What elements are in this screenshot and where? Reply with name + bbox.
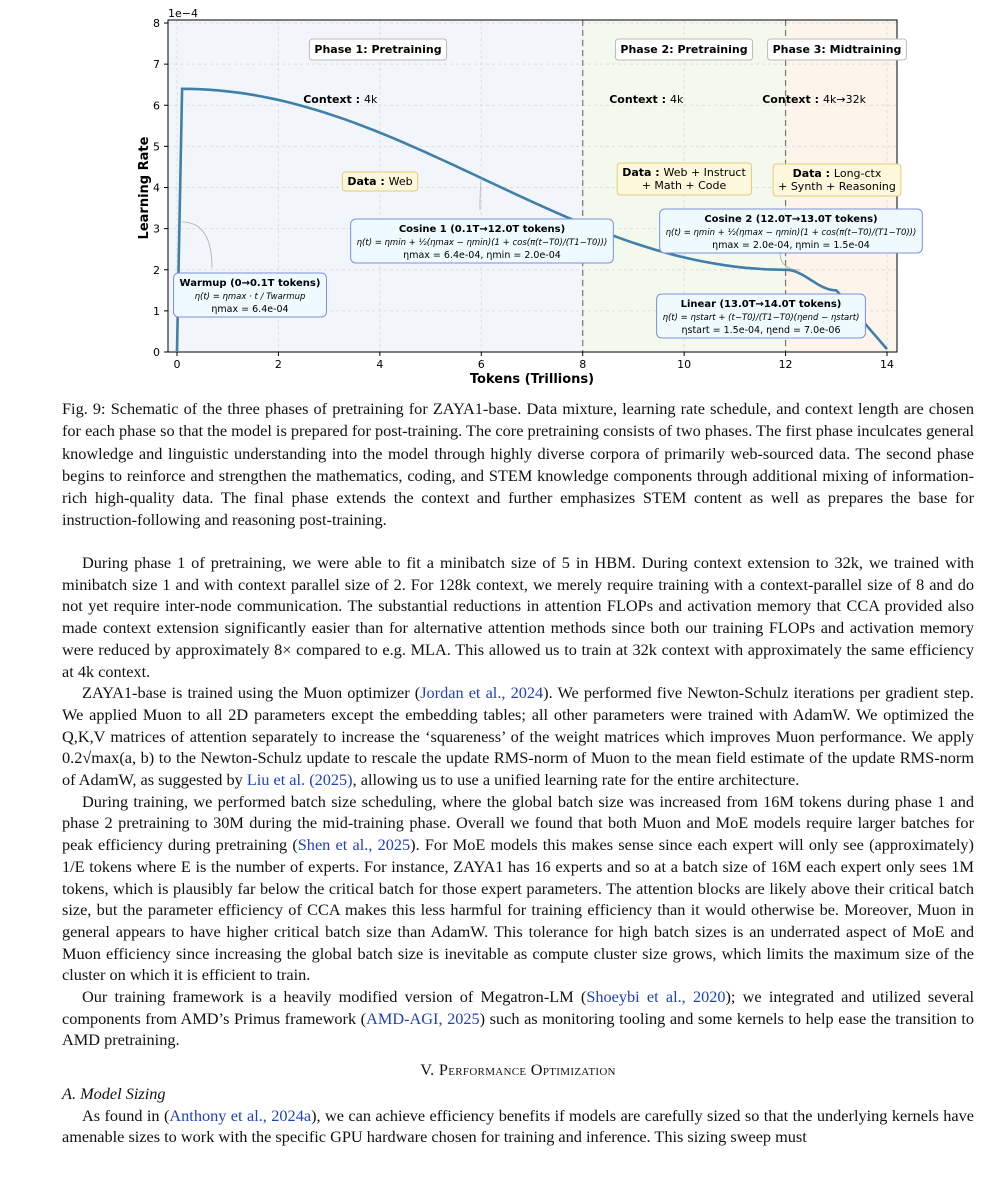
subsection-heading: A. Model Sizing bbox=[62, 1083, 166, 1103]
x-axis-label: Tokens (Trillions) bbox=[469, 372, 595, 387]
data-mixture-label: Data : Web bbox=[347, 175, 413, 188]
annotation-title: Cosine 1 (0.1T→12.0T tokens) bbox=[398, 224, 566, 235]
paragraph bbox=[62, 552, 974, 682]
paragraph bbox=[62, 1105, 974, 1148]
annotation-title: Linear (13.0T→14.0T tokens) bbox=[680, 299, 842, 310]
text-span: ), we can achieve efficiency benefits if models are carefully sized so that the underlying kernels have amenable sizes to work with the specific GPU hardware chosen for training and inference. This sizing sweep must bbox=[62, 1105, 975, 1147]
annotation-title: Cosine 2 (12.0T→13.0T tokens) bbox=[704, 214, 878, 225]
text-span: During phase 1 of pretraining, we were able to fit a minibatch size of 5 in HBM. During context extension to 32k, we trained with minibatch size 1 and with context parallel size of 2. For 128k context, we merely require training with a context-parallel size of 8 and do not yet require inter-node communication. The substantial reductions in attention FLOPs and activation memory that CCA provided also made context extension significantly easier than for alternative attention methods since both our training FLOPs and activation memory were reduced by approximately 8× compared to e.g. MLA. This allowed us to train at 32k context with approximately the same efficiency at 4k context. bbox=[62, 553, 974, 681]
x-tick-label: 12 bbox=[778, 358, 793, 371]
data-mixture-label: + Math + Code bbox=[641, 179, 727, 192]
context-label: Context : bbox=[303, 93, 360, 106]
context-label: Context : bbox=[762, 93, 819, 106]
y-tick-label: 3 bbox=[153, 222, 160, 236]
learning-rate-chart bbox=[0, 0, 997, 392]
citation-link[interactable]: Anthony et al., 2024a bbox=[169, 1105, 312, 1125]
citation-link[interactable]: Shoeybi et al., 2020 bbox=[586, 987, 726, 1007]
paragraph bbox=[62, 682, 974, 791]
citation-link[interactable]: Shen et al., 2025 bbox=[297, 835, 411, 855]
paragraph bbox=[62, 791, 974, 986]
phase-title: Phase 3: Midtraining bbox=[772, 43, 902, 56]
citation-link[interactable]: Liu et al. (2025) bbox=[246, 770, 353, 790]
y-tick-label: 2 bbox=[153, 263, 160, 277]
section-heading: V. Performance Optimization bbox=[420, 1060, 616, 1080]
paragraph bbox=[62, 986, 974, 1051]
text-span: ). For MoE models this makes sense since each expert will only see (approximately) 1/E tokens where E is the number of experts. For instance, ZAYA1 has 16 experts and so at a batch size of 16M each expert only sees 1M tokens, which is plausibly far below the critical batch for those expert parameters. The attention blocks are likely above their critical batch size, but the parameter efficiency of CCA makes this less harmful for training efficiency than it would otherwise be. Moreover, Muon in general appears to have higher critical batch size than AdamW. This tolerance for high batch sizes is an underrated aspect of MoE and Muon efficiency since increasing the global batch size is inevitable as compute cluster size grows, which limits the maximum size of the cluster on which it is efficient to train. bbox=[62, 835, 974, 985]
y-tick-label: 1 bbox=[153, 304, 160, 318]
y-tick-label: 8 bbox=[153, 17, 160, 30]
x-tick-label: 14 bbox=[880, 358, 894, 371]
text-span: ); we integrated and utilized several components from AMD’s Primus framework ( bbox=[62, 987, 975, 1028]
annotation-params: ηmax = 6.4e-04, ηmin = 2.0e-04 bbox=[403, 250, 561, 261]
figure-caption: Fig. 9: Schematic of the three phases of pretraining for ZAYA1-base. Data mixture, learning rate schedule, and context length are chosen for each phase so that the model is prepared for post-training. The core pretraining consists of two phases. The first phase inculcates general knowledge and linguistic understanding into the model through highly diverse corpora of primarily web-sourced data. The second phase begins to reinforce and strengthen the mathematics, coding, and STEM knowledge components through additional mixing of information-rich high-quality data. The final phase extends the context and further emphasizes STEM content as well as prepares the base for instruction-following and reasoning post-training. bbox=[62, 399, 974, 530]
citation-link[interactable]: Jordan et al., 2024 bbox=[420, 683, 544, 703]
y-tick-label: 6 bbox=[153, 99, 160, 113]
annotation-params: ηstart = 1.5e-04, ηend = 7.0e-06 bbox=[681, 325, 841, 336]
text-span: Our training framework is a heavily modified version of Megatron-LM ( bbox=[82, 987, 587, 1007]
annotation-params: ηmax = 2.0e-04, ηmin = 1.5e-04 bbox=[712, 240, 870, 251]
y-axis-label: Learning Rate bbox=[137, 136, 152, 240]
x-tick-label: 4 bbox=[376, 358, 384, 371]
text-span: ). We performed five Newton-Schulz iterations per gradient step. We applied Muon to all 2D parameters except the embedding tables; all other parameters were trained with AdamW. We optimized the Q,K,V matrices of attention separately to increase the ‘squareness’ of the weight matrices which improves Muon performance. We apply 0.2√max(a, b) to the Newton-Schulz update to rescale the update RMS-norm of Muon to the mean field estimate of the update RMS-norm of AdamW, as suggested by bbox=[62, 683, 974, 790]
x-tick-label: 8 bbox=[579, 358, 587, 371]
text-span: ZAYA1-base is trained using the Muon optimizer ( bbox=[82, 683, 421, 703]
y-tick-label: 5 bbox=[153, 140, 160, 154]
text-span: ) such as monitoring tooling and some kernels to help ease the transition to AMD pretraining. bbox=[62, 1008, 975, 1050]
x-tick-label: 2 bbox=[274, 358, 282, 371]
x-tick-label: 0 bbox=[173, 358, 181, 371]
context-value: 4k→32k bbox=[823, 93, 866, 106]
context-label: Context : bbox=[609, 93, 666, 106]
y-tick-label: 4 bbox=[153, 181, 160, 195]
text-span: As found in ( bbox=[82, 1105, 170, 1125]
phase-title: Phase 2: Pretraining bbox=[620, 43, 748, 56]
citation-link[interactable]: AMD-AGI, 2025 bbox=[366, 1008, 480, 1028]
annotation-formula: η(t) = ηmax · t / Twarmup bbox=[194, 292, 306, 302]
annotation-formula: η(t) = ηstart + (t−T0)/(T1−T0)(ηend − ηstart) bbox=[662, 313, 860, 323]
y-tick-label: 0 bbox=[153, 346, 160, 359]
context-value: 4k bbox=[670, 93, 684, 106]
y-tick-label: 7 bbox=[153, 58, 160, 72]
text-span: During training, we performed batch size scheduling, where the global batch size was increased from 16M tokens during phase 1 and phase 2 pretraining to 30M during the mid-training phase. Overall we found that both Muon and MoE models require larger batches for peak efficiency during pretraining ( bbox=[62, 791, 974, 855]
context-value: 4k bbox=[364, 93, 378, 106]
phase-title: Phase 1: Pretraining bbox=[314, 43, 442, 56]
annotation-formula: η(t) = ηmin + ½(ηmax − ηmin)(1 + cos(π(t−T0)/(T1−T0))) bbox=[356, 238, 608, 248]
x-tick-label: 10 bbox=[677, 358, 692, 371]
body-text bbox=[62, 552, 974, 1148]
x-tick-label: 6 bbox=[477, 358, 485, 371]
data-mixture-label: Data : Web + Instruct bbox=[622, 166, 746, 179]
annotation-params: ηmax = 6.4e-04 bbox=[211, 304, 289, 315]
data-mixture-label: + Synth + Reasoning bbox=[778, 180, 896, 193]
data-mixture-label: Data : Long-ctx bbox=[792, 167, 882, 180]
text-span: , allowing us to use a unified learning rate for the entire architecture. bbox=[352, 770, 800, 790]
annotation-title: Warmup (0→0.1T tokens) bbox=[179, 278, 321, 289]
annotation-formula: η(t) = ηmin + ½(ηmax − ηmin)(1 + cos(π(t−T0)/(T1−T0))) bbox=[665, 228, 917, 238]
y-scale-label: 1e−4 bbox=[168, 7, 198, 20]
